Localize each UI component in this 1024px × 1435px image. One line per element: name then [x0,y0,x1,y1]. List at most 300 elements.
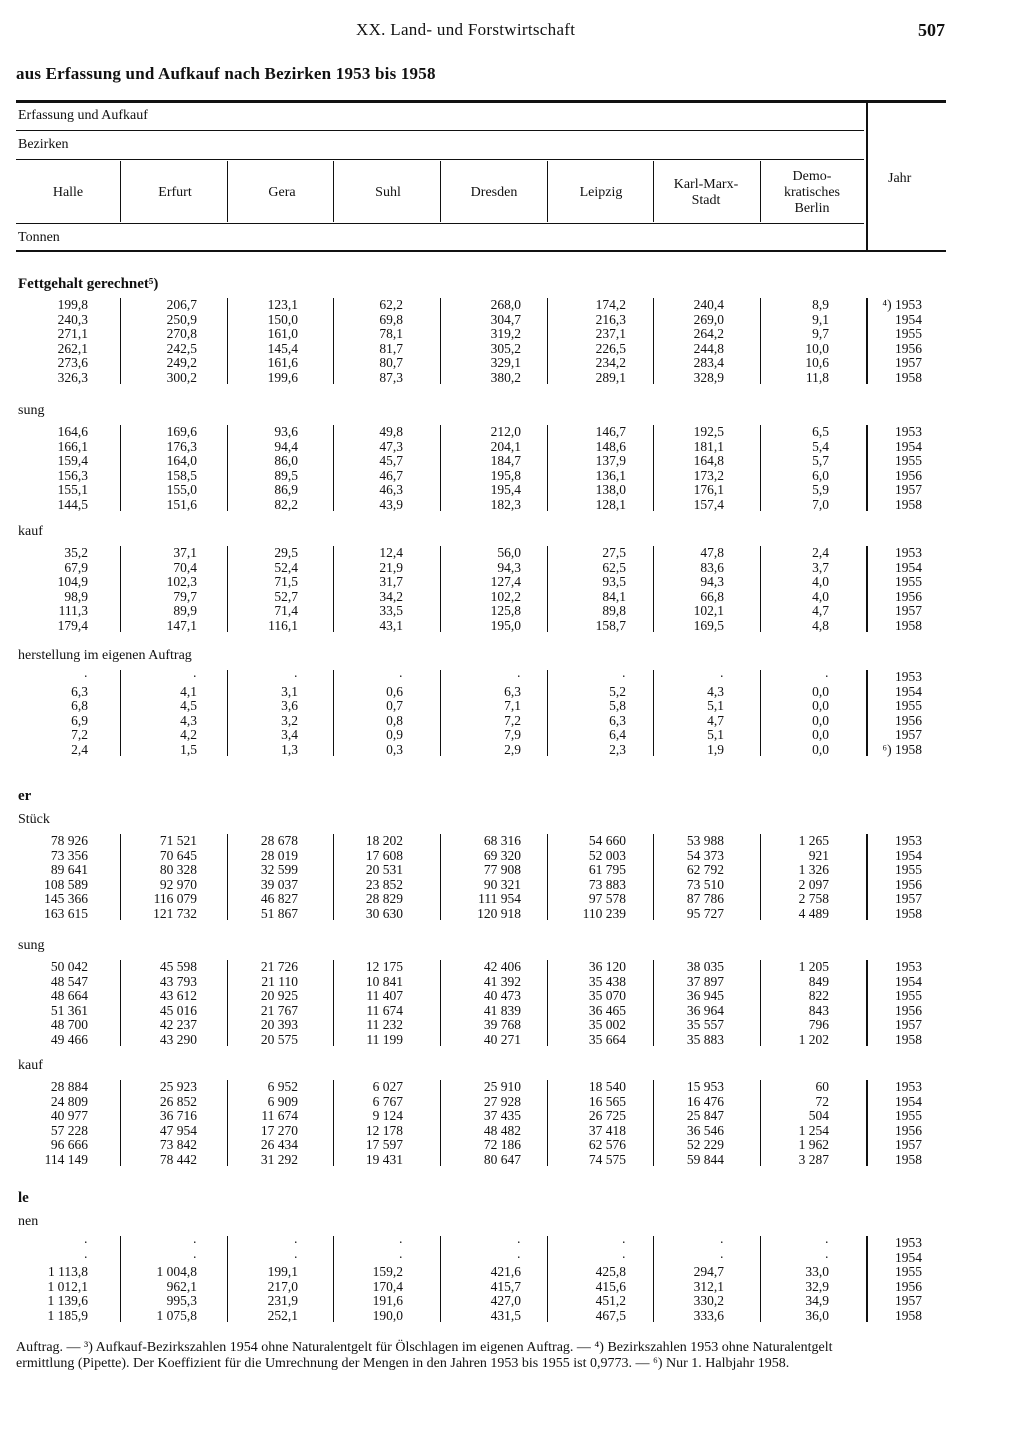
data-cell: 0,0 [812,698,829,714]
year-cell: 1955 [895,326,922,342]
column-divider [120,670,121,756]
column-divider [760,298,761,384]
data-cell: 326,3 [57,370,88,385]
data-cell: 4,0 [812,574,829,590]
year-column-divider [866,1080,868,1166]
data-cell: 3 287 [798,1152,829,1167]
data-cell: 921 [808,847,829,863]
data-cell: 0,0 [812,727,829,743]
data-cell: 43 793 [159,973,197,989]
data-cell: · [398,1249,403,1265]
data-cell: 164,8 [693,453,724,469]
data-cell: 82,2 [274,497,298,512]
data-cell: 31 292 [260,1152,298,1167]
column-divider [227,425,228,511]
data-cell: 67,9 [64,559,88,575]
data-cell: · [192,1249,197,1265]
data-cell: 270,8 [166,326,197,342]
data-cell: 192,5 [693,424,724,439]
data-cell: 12 175 [365,959,403,974]
data-cell: 49 466 [50,1032,88,1047]
data-cell: 114 149 [44,1152,88,1167]
data-cell: 16 476 [686,1093,724,1109]
data-cell: 46 827 [260,891,298,907]
data-cell: 12 178 [365,1122,403,1138]
data-cell: · [824,1235,829,1250]
column-divider [120,425,121,511]
data-cell: 98,9 [64,588,88,604]
data-cell: 294,7 [693,1264,724,1280]
data-cell: 206,7 [166,297,197,312]
data-cell: 1 113,8 [48,1264,88,1280]
data-cell: 6,3 [71,683,88,699]
data-cell: 328,9 [693,370,724,385]
data-cell: 57 228 [50,1122,88,1138]
data-cell: 35 002 [588,1017,626,1033]
data-cell: 1,9 [707,742,724,757]
table-row [0,892,1024,907]
data-cell: 56,0 [497,545,521,560]
data-cell: 17 608 [365,847,403,863]
data-cell: 73 883 [588,876,626,892]
year-cell: 1954 [895,559,922,575]
year-cell: 1958 [895,370,922,385]
column-divider [760,161,761,222]
data-cell: 5,1 [707,698,724,714]
table-row [0,498,1024,513]
data-cell: 29,5 [274,545,298,560]
section-label: le [18,1190,29,1206]
data-cell: 155,0 [166,482,197,498]
data-cell: 78 442 [159,1152,197,1167]
column-divider [120,298,121,384]
data-cell: 467,5 [595,1308,626,1323]
data-cell: 80 647 [483,1152,521,1167]
data-cell: 451,2 [595,1293,626,1309]
table-row [0,371,1024,386]
data-cell: · [824,1249,829,1265]
year-column-divider [866,1236,868,1322]
data-cell: 17 597 [365,1137,403,1153]
data-cell: 0,0 [812,712,829,728]
data-cell: 4,3 [707,683,724,699]
table-row [0,342,1024,357]
data-cell: 305,2 [490,340,521,356]
data-cell: · [516,669,521,684]
column-divider [760,546,761,632]
data-cell: 49,8 [379,424,403,439]
column-divider [760,425,761,511]
year-cell: 1956 [895,712,922,728]
data-cell: 73 356 [50,847,88,863]
data-cell: 6,9 [71,712,88,728]
data-cell: 12,4 [379,545,403,560]
table-row [0,561,1024,576]
data-cell: 6,4 [609,727,626,743]
data-cell: 822 [808,988,829,1004]
table-row [0,590,1024,605]
table-row [0,728,1024,743]
table-row [0,1265,1024,1280]
column-divider [653,834,654,920]
column-divider [120,1236,121,1322]
column-divider [227,1080,228,1166]
data-cell: 52 003 [588,847,626,863]
data-cell: 289,1 [595,370,626,385]
data-cell: 62,2 [379,297,403,312]
year-cell: ⁴) 1953 [882,297,922,312]
column-divider [227,298,228,384]
data-cell: 94,4 [274,438,298,454]
data-cell: 35 664 [588,1032,626,1047]
data-cell: 20 393 [260,1017,298,1033]
section-label: sung [18,403,45,418]
data-cell: 6,5 [812,424,829,439]
column-divider [227,960,228,1046]
table-row [0,670,1024,685]
data-cell: 304,7 [490,311,521,327]
data-cell: 26 725 [588,1108,626,1124]
column-header: Suhl [375,185,401,200]
data-cell: 182,3 [490,497,521,512]
table-row [0,604,1024,619]
data-cell: 80,7 [379,355,403,371]
data-cell: 36 945 [686,988,724,1004]
data-cell: 86,0 [274,453,298,469]
data-cell: 9,1 [812,311,829,327]
column-divider [547,670,548,756]
data-cell: 147,1 [166,618,197,633]
data-cell: 37,1 [173,545,197,560]
data-cell: 252,1 [267,1308,298,1323]
data-cell: · [398,669,403,684]
data-cell: 204,1 [490,438,521,454]
data-cell: 273,6 [57,355,88,371]
data-cell: 11 232 [366,1017,403,1033]
data-cell: 10,6 [805,355,829,371]
table-row [0,743,1024,758]
table-row [0,1294,1024,1309]
year-cell: ⁶) 1958 [882,742,922,757]
data-cell: 37 435 [483,1108,521,1124]
data-cell: 34,9 [805,1293,829,1309]
year-cell: 1953 [895,545,922,560]
data-cell: 71,5 [274,574,298,590]
column-divider [120,1080,121,1166]
unit-label: Tonnen [18,230,60,245]
data-cell: 28 884 [50,1079,88,1094]
column-divider [547,546,548,632]
year-column-divider [866,670,868,756]
column-divider [227,670,228,756]
year-cell: 1956 [895,467,922,483]
data-cell: 72 [815,1093,829,1109]
data-cell: 36 546 [686,1122,724,1138]
year-column-divider [866,546,868,632]
data-cell: 138,0 [595,482,626,498]
data-cell: 94,3 [497,559,521,575]
data-cell: 42 237 [159,1017,197,1033]
data-cell: 33,5 [379,603,403,619]
year-cell: 1953 [895,959,922,974]
data-cell: · [83,1249,88,1265]
data-cell: 0,8 [386,712,403,728]
data-cell: 1 075,8 [156,1308,197,1323]
data-cell: 6,3 [504,683,521,699]
data-cell: 47,8 [700,545,724,560]
data-cell: 21 726 [260,959,298,974]
table-row [0,1033,1024,1048]
column-divider [440,298,441,384]
data-cell: · [516,1235,521,1250]
data-cell: 43,1 [379,618,403,633]
column-divider [547,298,548,384]
data-cell: 86,9 [274,482,298,498]
data-cell: · [192,1235,197,1250]
column-header: Dresden [470,185,518,200]
year-column-divider [866,834,868,920]
data-cell: 21 767 [260,1002,298,1018]
data-cell: 4,7 [707,712,724,728]
data-cell: 319,2 [490,326,521,342]
data-cell: 26 434 [260,1137,298,1153]
table-row [0,1095,1024,1110]
data-cell: 92 970 [159,876,197,892]
data-cell: 48 664 [50,988,88,1004]
column-divider [440,834,441,920]
data-cell: 48 700 [50,1017,88,1033]
table-row [0,907,1024,922]
data-cell: 102,3 [166,574,197,590]
data-cell: 8,9 [812,297,829,312]
data-cell: 176,3 [166,438,197,454]
year-cell: 1958 [895,1308,922,1323]
table-row [0,960,1024,975]
table-row [0,1236,1024,1251]
column-divider [760,670,761,756]
year-cell: 1956 [895,876,922,892]
data-cell: 5,7 [812,453,829,469]
data-cell: 169,6 [166,424,197,439]
column-divider [653,161,654,222]
data-cell: 190,0 [372,1308,403,1323]
year-cell: 1955 [895,1264,922,1280]
data-cell: 83,6 [700,559,724,575]
data-cell: 128,1 [595,497,626,512]
data-cell: 87 786 [686,891,724,907]
column-header: Halle [52,185,84,200]
table-row [0,863,1024,878]
data-cell: 3,6 [281,698,298,714]
data-cell: 20 531 [365,862,403,878]
data-cell: 62 792 [686,862,724,878]
data-cell: 2,4 [812,545,829,560]
year-cell: 1953 [895,1235,922,1250]
year-cell: 1957 [895,603,922,619]
data-cell: 3,1 [281,683,298,699]
year-cell: 1956 [895,588,922,604]
data-cell: 0,7 [386,698,403,714]
data-cell: 20 575 [260,1032,298,1047]
data-cell: 3,4 [281,727,298,743]
data-cell: 40 473 [483,988,521,1004]
data-cell: 45,7 [379,453,403,469]
data-cell: 150,0 [267,311,298,327]
data-cell: 1 004,8 [156,1264,197,1280]
table-row [0,356,1024,371]
data-cell: 39 037 [260,876,298,892]
data-cell: 36,0 [805,1308,829,1323]
data-cell: 3,2 [281,712,298,728]
data-cell: 87,3 [379,370,403,385]
data-cell: 962,1 [166,1278,197,1294]
year-cell: 1957 [895,355,922,371]
data-cell: 148,6 [595,438,626,454]
data-cell: 145 366 [44,891,88,907]
data-cell: 18 202 [365,833,403,848]
data-cell: 66,8 [700,588,724,604]
header-rule-columns [16,223,864,224]
data-cell: 163 615 [44,906,88,921]
column-divider [333,298,334,384]
data-cell: 181,1 [693,438,724,454]
data-cell: 4,1 [180,683,197,699]
section-label: Stück [18,812,50,827]
data-cell: 70,4 [173,559,197,575]
data-cell: 300,2 [166,370,197,385]
column-divider [120,546,121,632]
column-divider [227,1236,228,1322]
column-divider [440,161,441,222]
column-divider [547,161,548,222]
data-cell: · [293,1249,298,1265]
column-divider [333,425,334,511]
data-cell: 68 316 [483,833,521,848]
year-cell: 1953 [895,669,922,684]
column-divider [333,1080,334,1166]
data-cell: 1,3 [281,742,298,757]
table-row [0,989,1024,1004]
data-cell: 0,9 [386,727,403,743]
year-cell: 1956 [895,1002,922,1018]
year-cell: 1957 [895,1017,922,1033]
data-cell: 7,0 [812,497,829,512]
data-cell: 62 576 [588,1137,626,1153]
data-cell: 31,7 [379,574,403,590]
data-cell: 9,7 [812,326,829,342]
year-cell: 1956 [895,340,922,356]
section-label: herstellung im eigenen Auftrag [18,648,192,663]
data-cell: 27,5 [602,545,626,560]
column-divider [653,960,654,1046]
year-column-divider [866,425,868,511]
group-label: Erfassung und Aufkauf [18,108,148,123]
column-divider [333,670,334,756]
data-cell: 1 012,1 [47,1278,88,1294]
data-cell: 242,5 [166,340,197,356]
data-cell: 77 908 [483,862,521,878]
data-cell: 4,5 [180,698,197,714]
data-cell: 415,6 [595,1278,626,1294]
year-column-label: Jahr [888,171,912,186]
data-cell: 54 373 [686,847,724,863]
data-cell: 195,0 [490,618,521,633]
data-cell: 111,3 [58,603,88,619]
data-cell: 71 521 [159,833,197,848]
year-cell: 1955 [895,988,922,1004]
data-cell: 174,2 [595,297,626,312]
data-cell: 244,8 [693,340,724,356]
data-cell: 269,0 [693,311,724,327]
table-row [0,425,1024,440]
data-cell: · [621,1235,626,1250]
column-divider [333,161,334,222]
data-cell: 199,1 [267,1264,298,1280]
section-label: sung [18,938,45,953]
column-divider [440,425,441,511]
data-cell: 33,0 [805,1264,829,1280]
column-divider [440,546,441,632]
data-cell: 4,2 [180,727,197,743]
data-cell: 4,7 [812,603,829,619]
data-cell: 226,5 [595,340,626,356]
data-cell: 195,4 [490,482,521,498]
data-cell: 62,5 [602,559,626,575]
data-cell: 89,5 [274,467,298,483]
data-cell: 421,6 [490,1264,521,1280]
data-cell: 52,7 [274,588,298,604]
data-cell: · [293,669,298,684]
data-cell: 137,9 [595,453,626,469]
data-cell: 0,3 [386,742,403,757]
year-cell: 1954 [895,683,922,699]
data-cell: 156,3 [57,467,88,483]
data-cell: 25 923 [159,1079,197,1094]
column-divider [760,960,761,1046]
column-divider [333,1236,334,1322]
data-cell: 25 847 [686,1108,724,1124]
data-cell: · [719,1249,724,1265]
data-cell: 41 392 [483,973,521,989]
column-divider [333,834,334,920]
data-cell: 2,3 [609,742,626,757]
column-divider [120,834,121,920]
data-cell: 159,2 [372,1264,403,1280]
table-row [0,1080,1024,1095]
data-cell: 37 418 [588,1122,626,1138]
data-cell: 94,3 [700,574,724,590]
data-cell: 145,4 [267,340,298,356]
data-cell: 15 953 [686,1079,724,1094]
table-row [0,714,1024,729]
data-cell: 849 [808,973,829,989]
header-rule-bezirke [16,159,864,160]
table-row [0,619,1024,634]
data-cell: 425,8 [595,1264,626,1280]
chapter-title: XX. Land- und Forstwirtschaft [356,20,576,39]
data-cell: 179,4 [57,618,88,633]
footnote-line: ermittlung (Pipette). Der Koeffizient für die Umrechnung der Mengen in den Jahren 1953 bis 1955 ist 0,9773. — ⁶) Nur 1. Halbjahr 1958. [16,1356,790,1371]
data-cell: 312,1 [693,1278,724,1294]
data-cell: 161,6 [267,355,298,371]
data-cell: 108 589 [44,876,88,892]
data-cell: · [516,1249,521,1265]
data-cell: 11 674 [261,1108,298,1124]
data-cell: 146,7 [595,424,626,439]
data-cell: 70 645 [159,847,197,863]
table-row [0,1251,1024,1266]
column-divider [440,1236,441,1322]
